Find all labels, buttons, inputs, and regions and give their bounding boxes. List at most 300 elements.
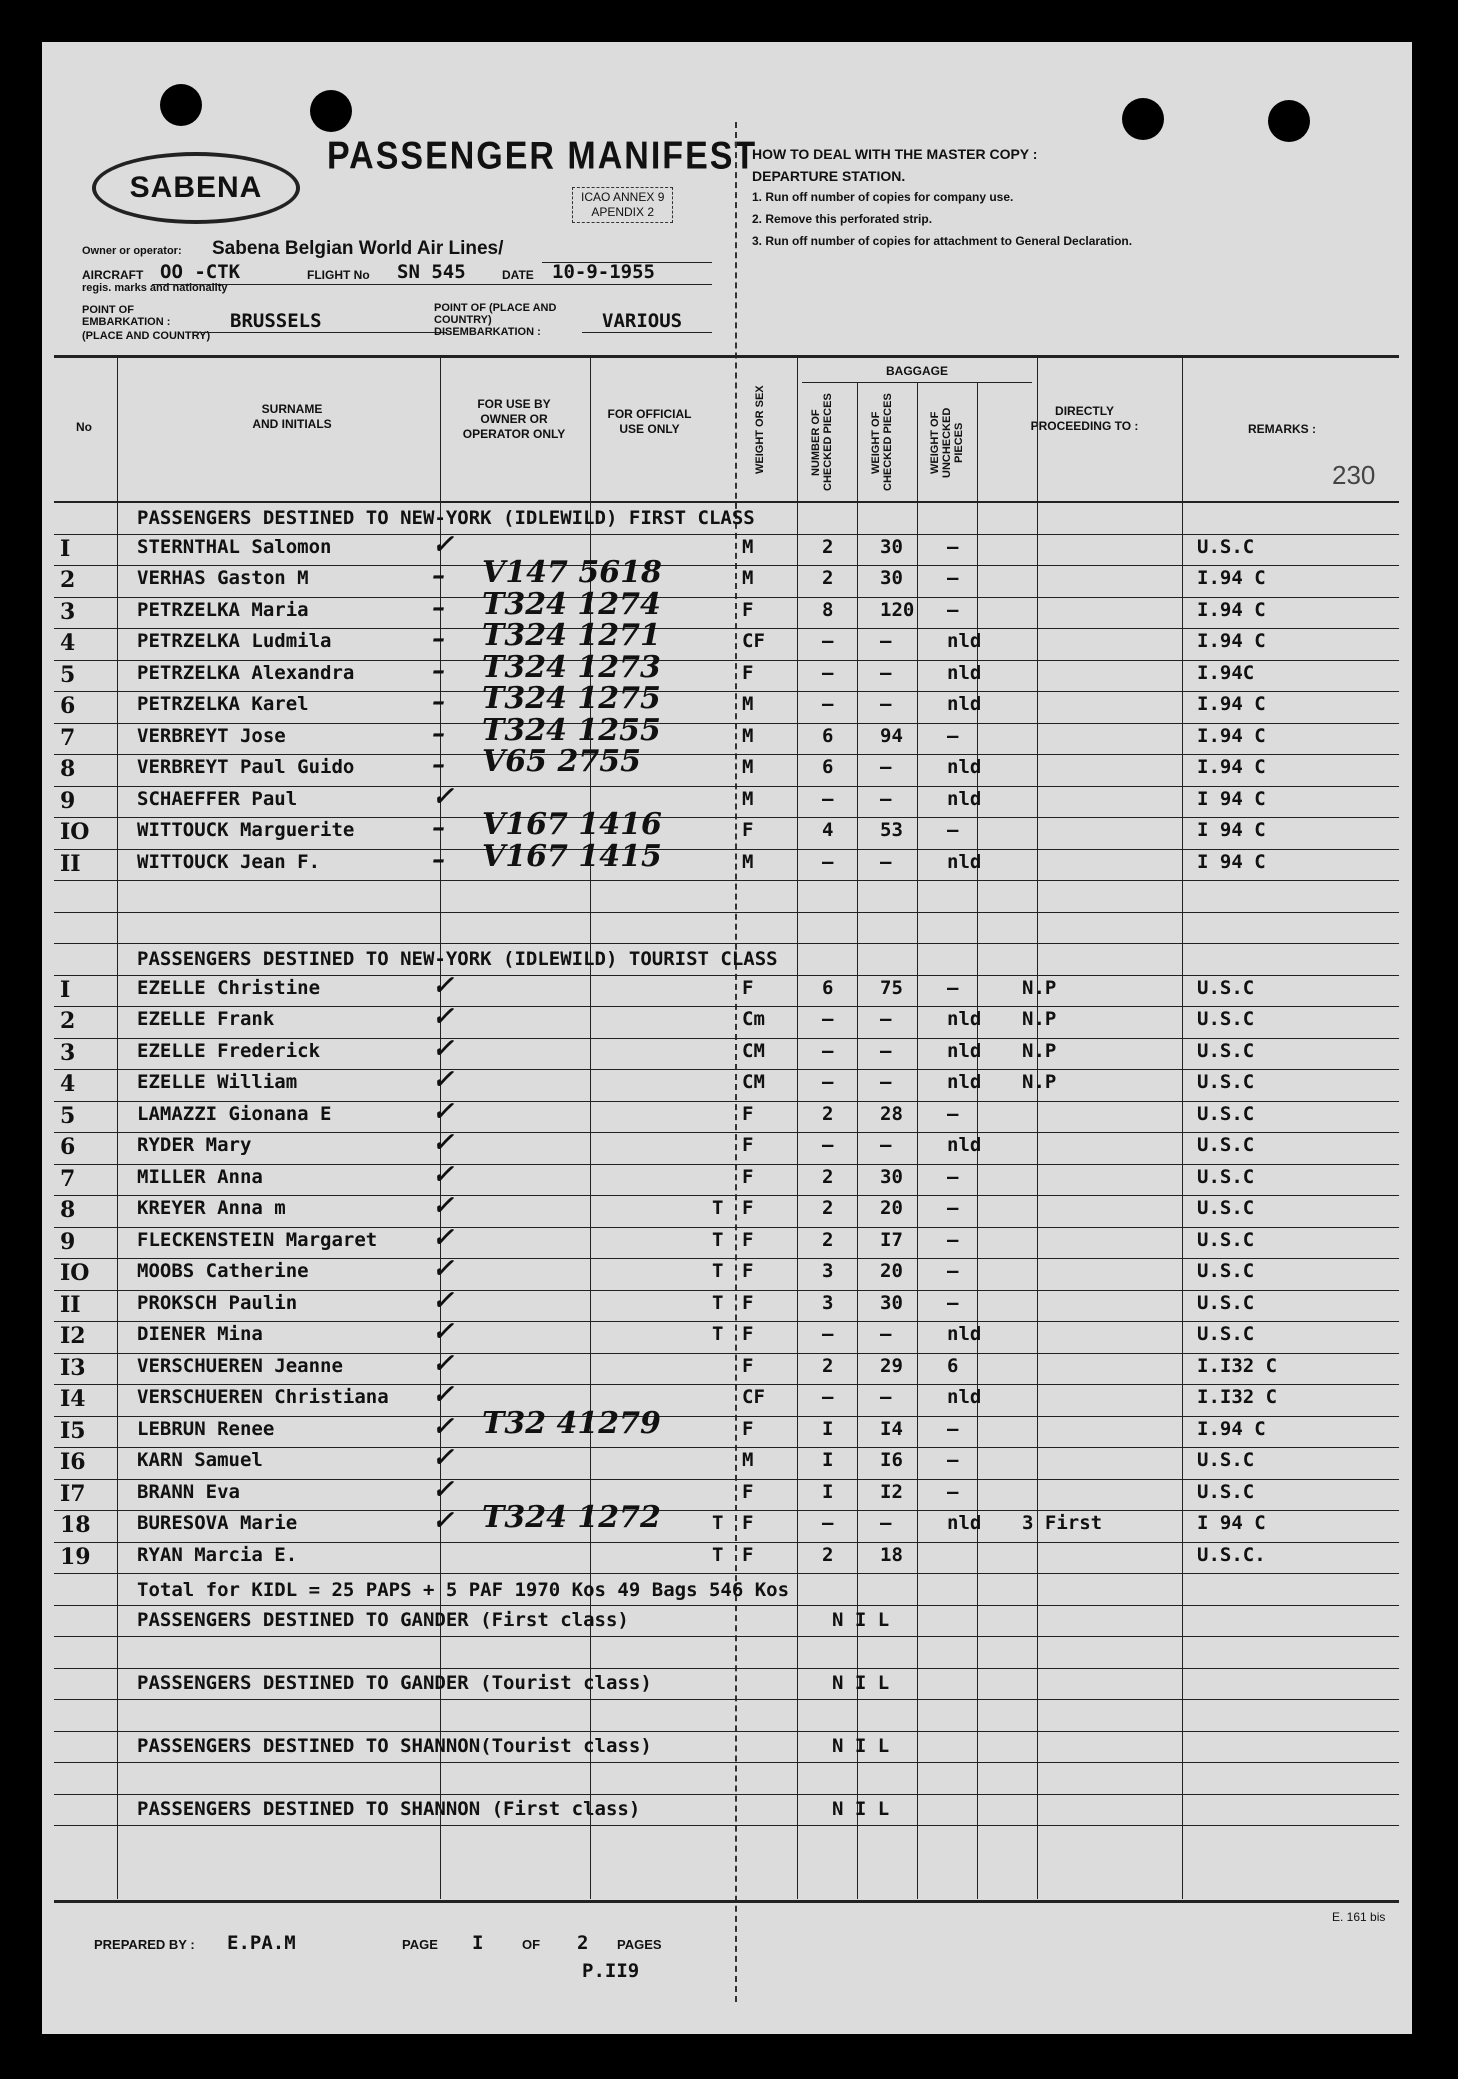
row-number: 6	[60, 693, 76, 719]
unchecked-weight: nld	[947, 1323, 982, 1345]
check-mark: ✓	[432, 1159, 454, 1190]
checked-weight: 94	[880, 724, 903, 747]
checked-weight: –	[880, 1323, 892, 1345]
table-row	[42, 618, 1412, 658]
owner-reference: T324 1275	[482, 681, 661, 716]
row-number: IO	[60, 1260, 90, 1286]
remarks: I 94 C	[1197, 819, 1266, 841]
unchecked-weight: –	[947, 976, 959, 999]
punch-hole	[310, 90, 352, 132]
row-number: I4	[60, 1386, 86, 1412]
official-mark: T	[712, 1543, 724, 1566]
weight-or-sex: F	[742, 1417, 754, 1440]
checked-pieces: 3	[822, 1291, 834, 1314]
embark-value: BRUSSELS	[230, 310, 322, 332]
row-rule	[54, 943, 1399, 944]
of-value: 2	[577, 1932, 589, 1954]
check-mark: –	[432, 561, 445, 591]
checked-weight: –	[880, 1008, 892, 1030]
remarks: U.S.C	[1197, 1165, 1255, 1188]
checked-pieces: 2	[822, 1165, 834, 1188]
unchecked-weight: –	[947, 724, 959, 747]
instruction-2: 2. Remove this perforated strip.	[752, 212, 933, 226]
instruction-1: 1. Run off number of copies for company use.	[752, 190, 1014, 204]
unchecked-weight: –	[947, 1291, 959, 1314]
row-rule	[54, 1731, 1399, 1732]
checked-pieces: 2	[822, 1197, 834, 1219]
table-row	[42, 1222, 1412, 1257]
owner-reference: T324 1272	[482, 1500, 661, 1535]
row-number: 8	[60, 756, 76, 782]
remarks: I.94 C	[1197, 724, 1266, 747]
check-mark: –	[432, 813, 445, 843]
remarks: U.S.C	[1197, 1260, 1255, 1282]
remarks: I.94 C	[1197, 630, 1266, 652]
table-row	[42, 1254, 1412, 1288]
unchecked-weight: –	[947, 1197, 959, 1219]
weight-or-sex: F	[742, 976, 754, 999]
checked-pieces: I	[822, 1449, 834, 1471]
passenger-name: DIENER Mina	[137, 1323, 263, 1345]
weight-or-sex: M	[742, 567, 754, 589]
official-mark: T	[712, 1291, 724, 1314]
row-number: I2	[60, 1323, 86, 1349]
passenger-name: PETRZELKA Karel	[137, 693, 309, 715]
remarks: I.94 C	[1197, 1417, 1266, 1440]
table-bottom-border	[54, 1900, 1399, 1903]
table-row	[42, 1128, 1412, 1162]
form-number: E. 161 bis	[1332, 1910, 1386, 1924]
col-baggage: BAGGAGE	[885, 364, 948, 378]
icao-line2: APENDIX 2	[591, 205, 655, 219]
remarks: I.94C	[1197, 661, 1255, 684]
checked-pieces: –	[822, 1323, 834, 1345]
directly-proceeding: N.P	[1022, 976, 1057, 999]
row-number: 8	[60, 1197, 76, 1223]
checked-pieces: 2	[822, 1102, 834, 1125]
checked-weight: –	[880, 1039, 892, 1062]
passenger-name: BRANN Eva	[137, 1480, 240, 1503]
instructions-heading: HOW TO DEAL WITH THE MASTER COPY :	[752, 146, 1038, 162]
flight-label: FLIGHT No	[307, 268, 370, 282]
regis-label: regis. marks and nationality	[82, 282, 228, 294]
unchecked-weight: 6	[947, 1354, 959, 1377]
checked-pieces: 4	[822, 819, 834, 841]
weight-or-sex: F	[742, 1165, 754, 1188]
unchecked-weight: –	[947, 535, 959, 558]
nil-mark: N I L	[832, 1797, 890, 1820]
date-value: 10-9-1955	[552, 261, 655, 283]
row-number: 5	[60, 1102, 76, 1129]
remarks: I.I32 C	[1197, 1386, 1278, 1408]
remarks: I 94 C	[1197, 850, 1266, 873]
table-row	[42, 1191, 1412, 1225]
col-official: FOR OFFICIAL USE ONLY	[607, 407, 692, 436]
weight-or-sex: M	[742, 535, 754, 558]
checked-weight: –	[880, 787, 892, 810]
col-directly-proceeding: DIRECTLY PROCEEDING TO :	[1030, 404, 1139, 433]
embark-label: POINT OF EMBARKATION :	[82, 304, 171, 328]
checked-weight: —	[880, 1512, 892, 1534]
row-number: 3	[60, 598, 76, 625]
passenger-name: VERBREYT Jose	[137, 724, 286, 747]
check-mark: –	[432, 592, 445, 623]
manifest-sheet	[42, 42, 1412, 2034]
col-checked-pieces: NUMBER OF CHECKED PIECES	[810, 393, 834, 492]
checked-weight: 120	[880, 598, 915, 621]
owner-reference: T324 1271	[482, 618, 661, 653]
row-number: I6	[60, 1449, 86, 1475]
checked-pieces: –	[822, 630, 834, 652]
unchecked-weight: nld	[947, 850, 982, 873]
check-mark: –	[432, 687, 445, 717]
checked-pieces: –	[822, 1039, 834, 1062]
row-number: I7	[60, 1480, 86, 1507]
weight-or-sex: F	[742, 1228, 754, 1251]
row-number: II	[60, 1291, 81, 1318]
checked-weight: I7	[880, 1228, 903, 1251]
remarks: I.I32 C	[1197, 1354, 1278, 1377]
passenger-name: FLECKENSTEIN Margaret	[137, 1228, 378, 1251]
row-rule	[54, 1825, 1399, 1826]
checked-weight: –	[880, 661, 892, 684]
remarks: I.94 C	[1197, 567, 1266, 589]
checked-weight: –	[880, 756, 892, 778]
unchecked-weight: –	[947, 567, 959, 589]
weight-or-sex: CF	[742, 1386, 765, 1408]
passenger-name: MILLER Anna	[137, 1165, 263, 1188]
total-line: Total for KIDL = 25 PAPS + 5 PAF 1970 Kos 49 Bags 546 Kos	[137, 1579, 790, 1601]
remarks: U.S.C	[1197, 1228, 1255, 1251]
remarks: U.S.C	[1197, 1291, 1255, 1314]
weight-or-sex: F	[742, 1323, 754, 1345]
passenger-name: EZELLE Frank	[137, 1008, 275, 1030]
row-number: 7	[60, 724, 76, 751]
table-row	[42, 1474, 1412, 1509]
check-mark: ✓	[432, 1317, 454, 1347]
table-row	[42, 970, 1412, 1005]
checked-weight: –	[880, 693, 892, 715]
unchecked-weight: nld	[947, 630, 982, 652]
official-mark: T	[712, 1197, 724, 1219]
aircraft-label: AIRCRAFT	[82, 268, 144, 282]
checked-weight: 30	[880, 1291, 903, 1314]
owner-reference: V167 1416	[482, 807, 662, 842]
weight-or-sex: F	[742, 1480, 754, 1503]
weight-or-sex: F	[742, 1134, 754, 1156]
weight-or-sex: F	[742, 598, 754, 621]
check-mark: ✓	[432, 1128, 454, 1158]
other-destination: PASSENGERS DESTINED TO SHANNON (First class)	[137, 1797, 641, 1820]
page-value: I	[472, 1932, 484, 1954]
passenger-name: EZELLE Christine	[137, 976, 321, 999]
checked-weight: I2	[880, 1480, 903, 1503]
passenger-name: RYAN Marcia E.	[137, 1543, 298, 1566]
disembark-underline	[582, 332, 712, 333]
checked-pieces: –	[822, 661, 834, 684]
passenger-name: LEBRUN Renee	[137, 1417, 275, 1440]
owner-reference: T324 1274	[482, 586, 661, 622]
table-row	[42, 838, 1412, 879]
checked-weight: —	[880, 850, 892, 873]
weight-or-sex: F	[742, 1197, 754, 1219]
col-owner: FOR USE BY OWNER OR OPERATOR ONLY	[462, 397, 566, 441]
checked-pieces: –	[822, 693, 834, 715]
prepared-label: PREPARED BY :	[94, 1937, 195, 1952]
owner-reference: V147 5618	[482, 555, 662, 590]
checked-weight: 28	[880, 1102, 903, 1125]
unchecked-weight: –	[947, 1449, 959, 1471]
table-row	[42, 1033, 1412, 1068]
embark-sub: (PLACE AND COUNTRY)	[82, 330, 211, 342]
check-mark: ✓	[432, 1191, 454, 1221]
table-row	[42, 1542, 1412, 1572]
row-number: IO	[60, 819, 90, 845]
remarks: U.S.C	[1197, 1008, 1255, 1030]
unchecked-weight: nld	[947, 1512, 982, 1534]
section-heading: PASSENGERS DESTINED TO NEW-YORK (IDLEWILD) TOURIST CLASS	[137, 948, 778, 970]
passenger-name: KREYER Anna m	[137, 1197, 286, 1219]
checked-pieces: –	[822, 1386, 834, 1408]
row-number: 3	[60, 1039, 76, 1066]
checked-pieces: –	[822, 1008, 834, 1030]
nil-mark: N I L	[832, 1608, 890, 1631]
table-row	[42, 1348, 1412, 1383]
disembark-value: VARIOUS	[602, 310, 683, 332]
remarks: U.S.C	[1197, 976, 1255, 999]
unchecked-weight: nld	[947, 1039, 982, 1062]
passenger-name: VERHAS Gaston M	[137, 567, 309, 589]
col-checked-weight: WEIGHT OF CHECKED PIECES	[870, 393, 894, 492]
embark-underline	[192, 332, 447, 333]
sabena-logo: SABENA	[92, 152, 300, 224]
row-number: II	[60, 850, 81, 877]
col-unchecked-weight: WEIGHT OF UNCHECKED PIECES	[929, 407, 965, 478]
table-row	[42, 1002, 1412, 1036]
row-number: 18	[60, 1512, 91, 1538]
unchecked-weight: nld	[947, 661, 982, 684]
other-destination: PASSENGERS DESTINED TO GANDER (First class)	[137, 1608, 629, 1631]
check-mark: ✓	[432, 1033, 454, 1064]
row-rule	[54, 1794, 1399, 1795]
weight-or-sex: M	[742, 787, 754, 810]
unchecked-weight: –	[947, 1480, 959, 1503]
weight-or-sex: F	[742, 1354, 754, 1377]
weight-or-sex: CM	[742, 1039, 765, 1062]
table-row	[42, 1159, 1412, 1194]
table-row	[42, 1096, 1412, 1131]
official-mark: T	[712, 1228, 724, 1251]
check-mark: ✓	[432, 1222, 454, 1253]
passenger-name: MOOBS Catherine	[137, 1260, 309, 1282]
weight-or-sex: CM	[742, 1071, 765, 1093]
operator-label: Owner or operator:	[82, 245, 182, 257]
checked-pieces: 2	[822, 1354, 834, 1377]
unchecked-weight: –	[947, 1228, 959, 1251]
remarks: U.S.C	[1197, 1449, 1255, 1471]
checked-pieces: –	[822, 1071, 834, 1093]
checked-weight: –	[880, 1071, 892, 1093]
row-number: 2	[60, 1008, 76, 1034]
table-row	[42, 1443, 1412, 1477]
unchecked-weight: –	[947, 1417, 959, 1440]
row-rule	[54, 1762, 1399, 1763]
table-row	[42, 1405, 1412, 1446]
pages-label: PAGES	[617, 1937, 662, 1952]
checked-weight: 30	[880, 535, 903, 558]
remarks: U.S.C	[1197, 1480, 1255, 1503]
checked-pieces: 3	[822, 1260, 834, 1282]
checked-pieces: 6	[822, 756, 834, 778]
owner-reference: T324 1273	[482, 649, 661, 685]
icao-line1: ICAO ANNEX 9	[581, 190, 665, 204]
prepared-value: E.PA.M	[227, 1932, 296, 1954]
passenger-name: VERSCHUEREN Jeanne	[137, 1354, 343, 1377]
passenger-name: PETRZELKA Alexandra	[137, 661, 355, 684]
table-row	[42, 1500, 1412, 1540]
row-rule	[54, 1605, 1399, 1606]
date-label: DATE	[502, 268, 534, 282]
remarks: U.S.C	[1197, 535, 1255, 558]
nil-mark: N I L	[832, 1671, 890, 1694]
instructions-sub: DEPARTURE STATION.	[752, 168, 906, 184]
checked-weight: 30	[880, 1165, 903, 1188]
check-mark: ✓	[432, 1411, 454, 1442]
punch-hole	[1122, 98, 1164, 140]
row-rule	[54, 1699, 1399, 1700]
weight-or-sex: F	[742, 1512, 754, 1534]
punch-hole	[1268, 100, 1310, 142]
checked-pieces: –	[822, 1134, 834, 1156]
other-destination: PASSENGERS DESTINED TO SHANNON(Tourist class)	[137, 1734, 652, 1757]
weight-or-sex: M	[742, 1449, 754, 1471]
table-row	[42, 1285, 1412, 1320]
passenger-name: VERBREYT Paul Guido	[137, 756, 355, 778]
table-row	[42, 529, 1412, 564]
weight-or-sex: M	[742, 693, 754, 715]
aircraft-value: OO -CTK	[160, 261, 241, 283]
check-mark: ✓	[432, 1254, 454, 1284]
checked-weight: I4	[880, 1417, 903, 1440]
checked-pieces: 8	[822, 598, 834, 621]
nil-mark: N I L	[832, 1734, 890, 1757]
row-number: 4	[60, 1071, 76, 1097]
col-weight-or-sex: WEIGHT OR SEX	[754, 385, 766, 474]
reference-number: P.II9	[582, 1960, 640, 1982]
passenger-name: EZELLE William	[137, 1071, 298, 1093]
table-row	[42, 781, 1412, 816]
checked-pieces: I	[822, 1417, 834, 1440]
table-row	[42, 1380, 1412, 1414]
flight-underline	[152, 284, 712, 285]
remarks: U.S.C	[1197, 1134, 1255, 1156]
passenger-name: SCHAEFFER Paul	[137, 787, 298, 810]
check-mark: –	[432, 750, 445, 780]
passenger-name: EZELLE Frederick	[137, 1039, 321, 1062]
weight-or-sex: CF	[742, 630, 765, 652]
passenger-name: VERSCHUEREN Christiana	[137, 1386, 389, 1408]
row-rule	[54, 1636, 1399, 1637]
directly-proceeding: 3 First	[1022, 1512, 1103, 1534]
passenger-name: LAMAZZI Gionana E	[137, 1102, 332, 1125]
unchecked-weight: nld	[947, 756, 982, 778]
table-row	[42, 807, 1412, 847]
of-label: OF	[522, 1937, 541, 1952]
unchecked-weight: –	[947, 598, 959, 621]
checked-pieces: –	[822, 1512, 834, 1534]
directly-proceeding: N.P	[1022, 1039, 1057, 1062]
checked-pieces: –	[822, 787, 834, 810]
owner-reference: V65 2755	[482, 744, 641, 779]
check-mark: ✓	[432, 1474, 454, 1505]
table-row	[42, 586, 1412, 627]
table-row	[42, 649, 1412, 690]
table-row	[42, 712, 1412, 753]
weight-or-sex: M	[742, 850, 754, 873]
passenger-name: PETRZELKA Maria	[137, 598, 309, 621]
check-mark: ✓	[432, 781, 454, 812]
table-top-border	[54, 355, 1399, 358]
table-row	[42, 744, 1412, 784]
row-number: 7	[60, 1165, 76, 1192]
table-row	[42, 555, 1412, 595]
check-mark: ✓	[432, 1506, 454, 1536]
directly-proceeding: N.P	[1022, 1008, 1057, 1030]
row-number: I5	[60, 1417, 86, 1444]
row-number: I3	[60, 1354, 86, 1381]
page-stamp: 230	[1332, 460, 1376, 490]
row-number: 19	[60, 1543, 91, 1570]
checked-weight: 20	[880, 1260, 903, 1282]
row-number: 6	[60, 1134, 76, 1160]
row-number: 4	[60, 630, 76, 656]
check-mark: ✓	[432, 1096, 454, 1127]
remarks: I.94 C	[1197, 598, 1266, 621]
official-mark: T	[712, 1512, 724, 1534]
row-rule	[54, 880, 1399, 881]
check-mark: –	[432, 624, 445, 654]
unchecked-weight: –	[947, 1102, 959, 1125]
passenger-name: WITTOUCK Marguerite	[137, 819, 355, 841]
passenger-name: PETRZELKA Ludmila	[137, 630, 332, 652]
passenger-name: RYDER Mary	[137, 1134, 252, 1156]
weight-or-sex: Cm	[742, 1008, 765, 1030]
official-mark: T	[712, 1260, 724, 1282]
passenger-name: PROKSCH Paulin	[137, 1291, 298, 1314]
row-rule	[54, 1668, 1399, 1669]
page-title: PASSENGER MANIFEST	[327, 134, 758, 178]
owner-reference: T324 1255	[482, 712, 661, 748]
remarks: I 94 C	[1197, 787, 1266, 810]
checked-pieces: 2	[822, 1228, 834, 1251]
row-number: 5	[60, 661, 76, 688]
table-row	[42, 681, 1412, 721]
checked-pieces: –	[822, 850, 834, 873]
checked-pieces: I	[822, 1480, 834, 1503]
unchecked-weight: –	[947, 819, 959, 841]
weight-or-sex: F	[742, 819, 754, 841]
checked-pieces: 6	[822, 724, 834, 747]
check-mark: ✓	[432, 1285, 454, 1316]
check-mark: ✓	[432, 970, 454, 1001]
disembark-label: POINT OF (PLACE AND COUNTRY) DISEMBARKATION :	[434, 302, 557, 338]
check-mark: ✓	[432, 1002, 454, 1032]
remarks: U.S.C	[1197, 1039, 1255, 1062]
icao-box	[572, 187, 673, 223]
weight-or-sex: F	[742, 1543, 754, 1566]
passenger-name: BURESOVA Marie	[137, 1512, 298, 1534]
checked-weight: I6	[880, 1449, 903, 1471]
